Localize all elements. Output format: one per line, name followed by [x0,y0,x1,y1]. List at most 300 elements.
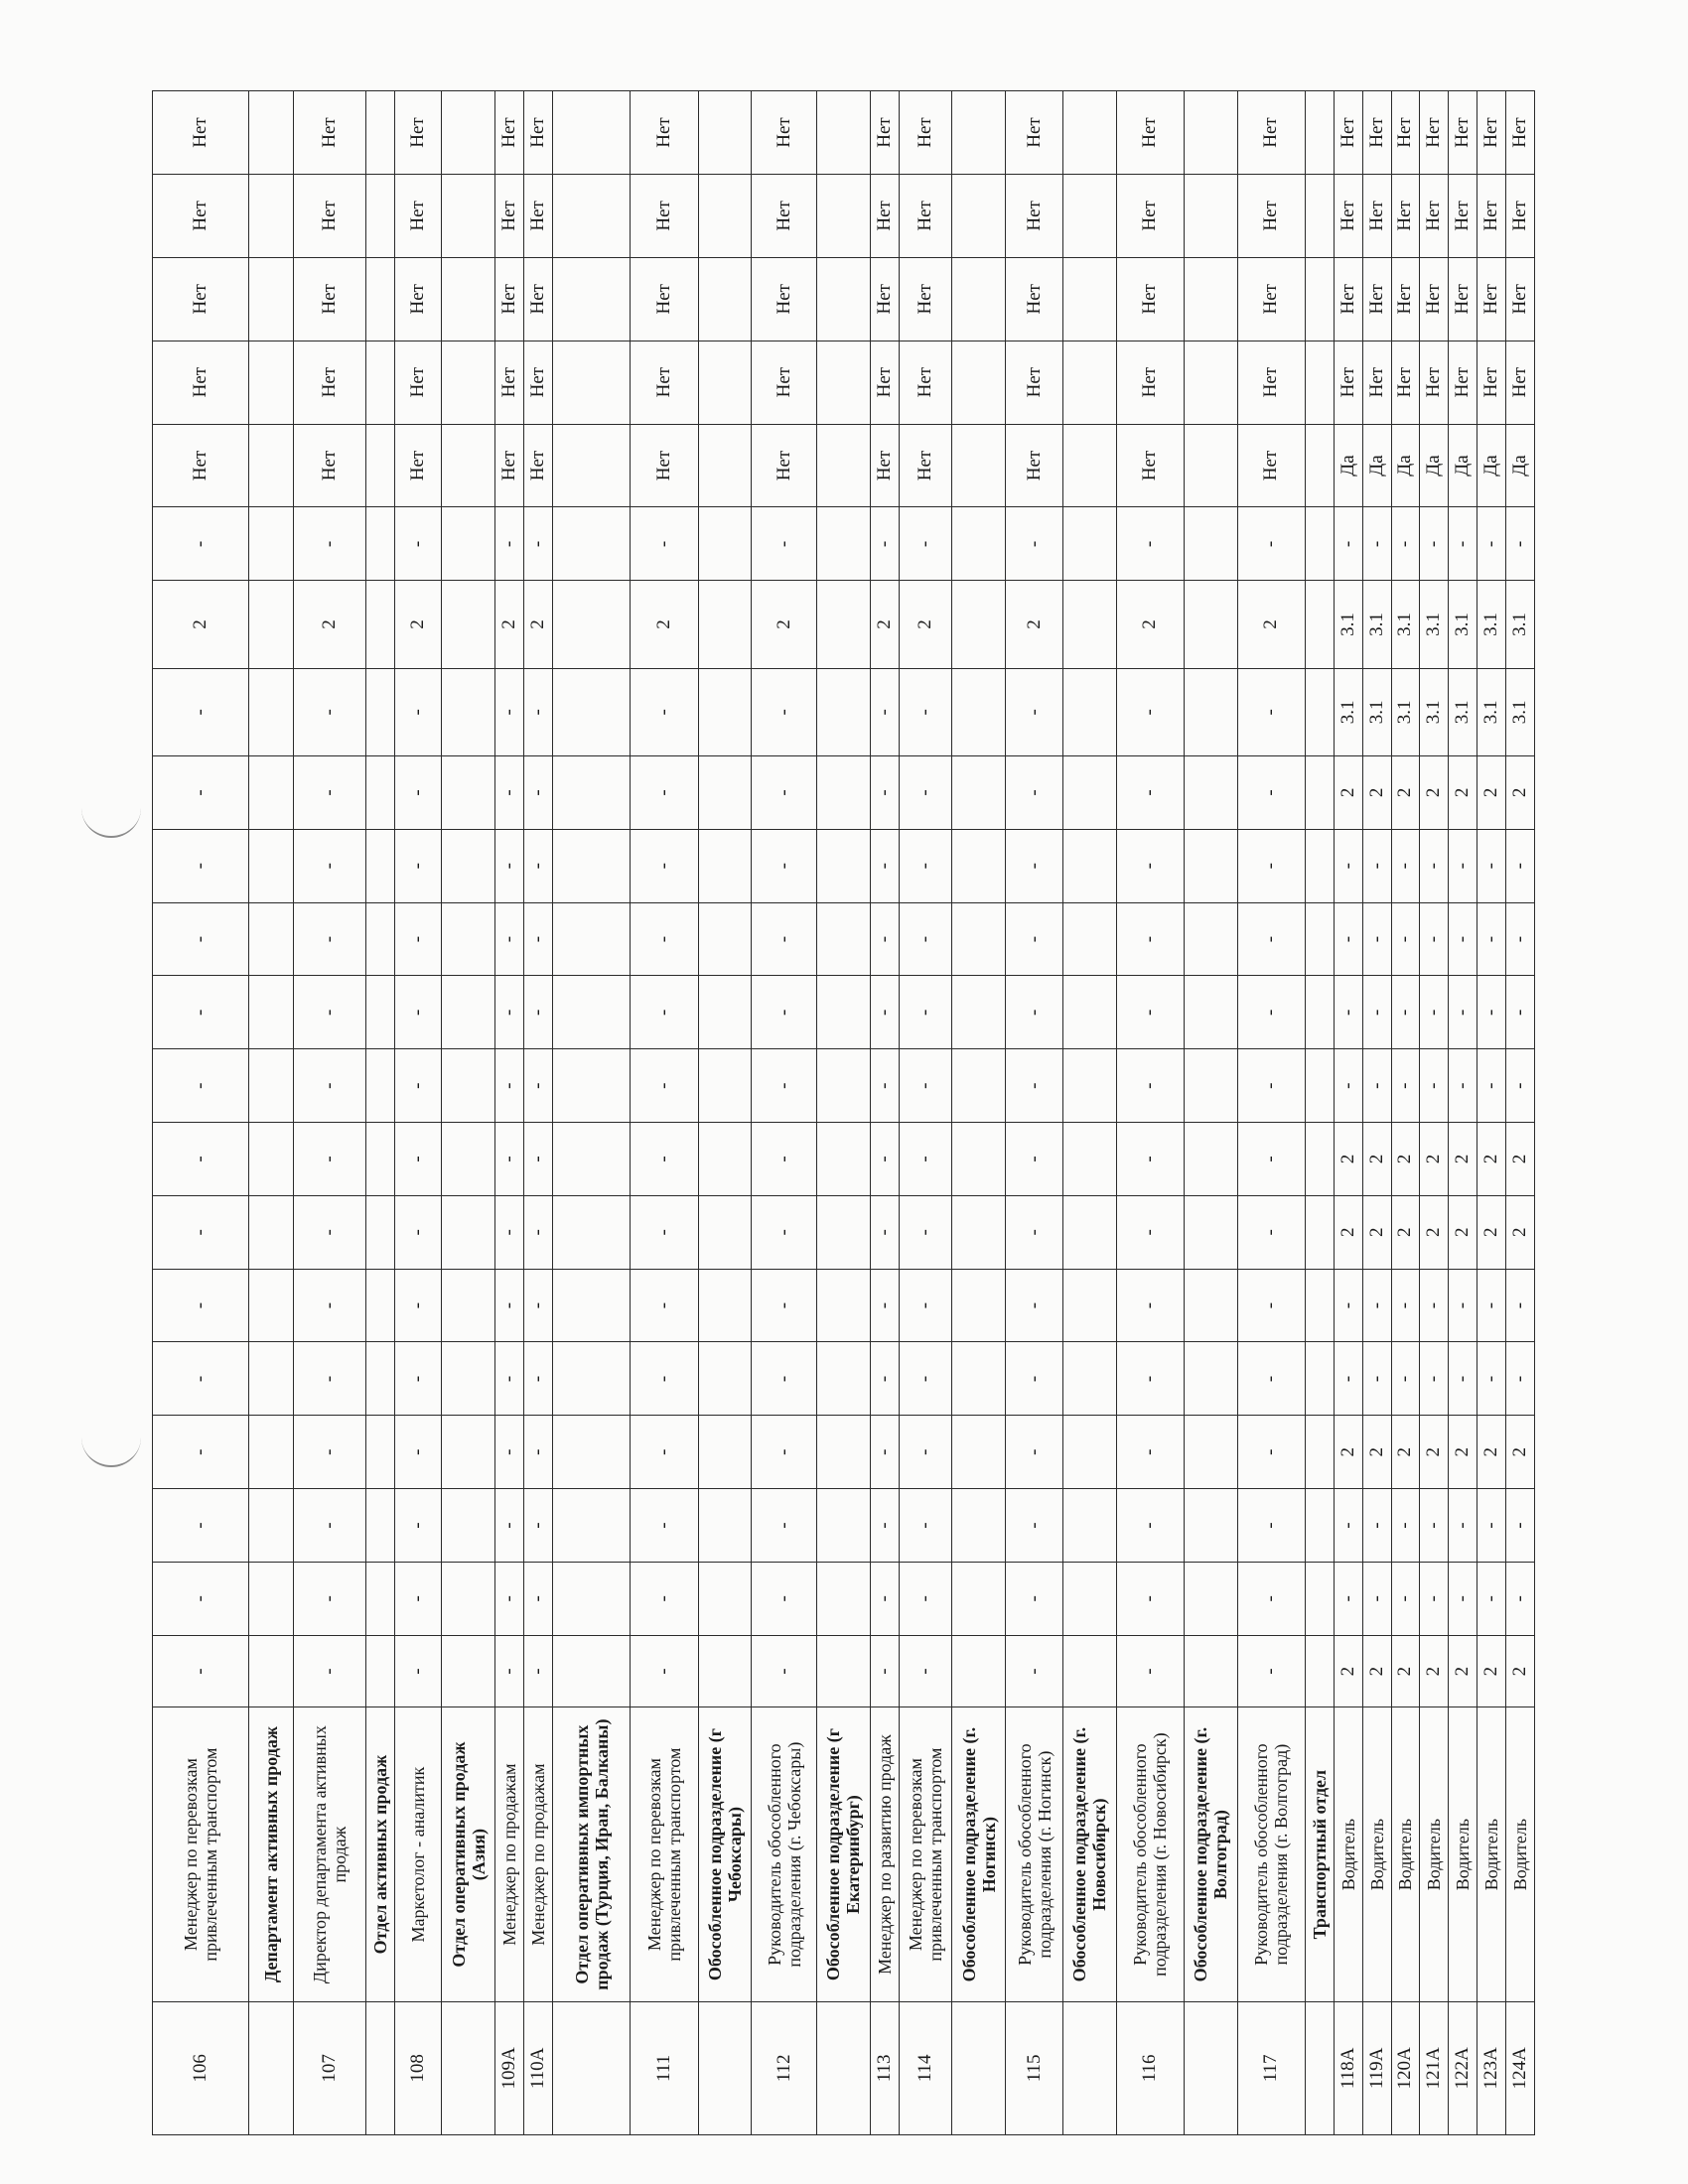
value-cell: - [899,829,952,902]
empty-cell [249,1635,294,1707]
value-cell: - [395,1562,442,1635]
empty-cell [952,91,1006,175]
value-cell: - [1006,1195,1063,1269]
value-cell: - [870,755,899,829]
value-cell: Нет [1505,341,1534,424]
value-cell: 2 [1449,755,1477,829]
value-cell: - [1006,902,1063,976]
value-cell: - [1477,902,1506,976]
value-cell: 2 [153,581,249,668]
value-cell: - [293,1269,365,1342]
value-cell: - [1362,1269,1391,1342]
value-cell: - [153,1342,249,1416]
value-cell: - [1334,1562,1362,1635]
value-cell: Нет [899,174,952,257]
punch-hole-mark [81,802,141,838]
value-cell: Нет [631,424,698,507]
value-cell: - [1362,976,1391,1049]
empty-cell [817,1562,871,1635]
value-cell: Нет [523,257,552,341]
value-cell: 2 [1362,1416,1391,1489]
value-cell: 2 [1505,1416,1534,1489]
value-cell: - [1362,829,1391,902]
value-cell: 2 [1449,1635,1477,1707]
value-cell: - [293,1489,365,1563]
empty-cell [1062,1269,1116,1342]
value-cell: - [1420,902,1449,976]
empty-cell [817,1635,871,1707]
empty-cell [1062,1123,1116,1196]
value-cell: - [1449,829,1477,902]
value-cell: - [1505,1049,1534,1123]
empty-cell [1305,1195,1334,1269]
value-cell: - [631,1123,698,1196]
value-cell: Нет [1237,174,1305,257]
value-cell: - [752,507,817,581]
empty-cell [366,424,395,507]
empty-cell [698,424,752,507]
table-row [523,91,552,2135]
value-cell: Нет [1449,341,1477,424]
value-cell: - [523,1562,552,1635]
value-cell: - [1006,1049,1063,1123]
value-cell: - [1420,1562,1449,1635]
value-cell: Нет [293,174,365,257]
empty-cell [1305,755,1334,829]
value-cell: 3.1 [1505,668,1534,755]
empty-cell [366,91,395,175]
value-cell: Нет [899,257,952,341]
value-cell: 3.1 [1449,581,1477,668]
value-cell: 2 [752,581,817,668]
value-cell: 2 [1334,1416,1362,1489]
value-cell: Нет [1391,257,1420,341]
value-cell: - [1391,1489,1420,1563]
value-cell: - [631,829,698,902]
empty-cell [552,976,631,1049]
value-cell: - [1449,902,1477,976]
table-row [395,91,442,2135]
value-cell: Нет [631,91,698,175]
value-cell: Нет [1362,341,1391,424]
value-cell: - [495,668,524,755]
empty-cell [817,755,871,829]
value-cell: - [293,668,365,755]
section-title: Обособленное подразделение (г Екатеринбург) [817,1707,871,2001]
value-cell: - [153,755,249,829]
value-cell: Нет [870,174,899,257]
value-cell: - [1420,1049,1449,1123]
value-cell: - [153,1269,249,1342]
position-name-cell: Водитель [1449,1707,1477,2001]
value-cell: - [293,755,365,829]
value-cell: Нет [1334,341,1362,424]
value-cell: - [1505,829,1534,902]
empty-cell [817,174,871,257]
value-cell: - [1420,507,1449,581]
value-cell: Нет [1391,341,1420,424]
value-cell: - [870,1269,899,1342]
empty-cell [1305,1489,1334,1563]
empty-cell [442,1269,495,1342]
value-cell: 2 [1505,1195,1534,1269]
value-cell: 3.1 [1420,581,1449,668]
empty-cell [952,902,1006,976]
row-number-cell: 108 [395,2001,442,2134]
value-cell: - [293,1416,365,1489]
value-cell: - [1116,1195,1184,1269]
value-cell: - [153,1195,249,1269]
value-cell: - [293,1635,365,1707]
value-cell: - [899,1269,952,1342]
value-cell: - [752,1342,817,1416]
empty-cell [249,1489,294,1563]
empty-cell [952,1269,1006,1342]
table-row [1006,91,1063,2135]
value-cell: - [1116,1269,1184,1342]
row-number-cell [698,2001,752,2134]
row-number-cell [366,2001,395,2134]
value-cell: - [495,1123,524,1196]
empty-cell [442,1562,495,1635]
value-cell: Нет [1237,424,1305,507]
row-number-cell: 106 [153,2001,249,2134]
value-cell: - [1505,507,1534,581]
value-cell: - [1505,976,1534,1049]
value-cell: - [1505,1562,1534,1635]
value-cell: - [1391,1049,1420,1123]
empty-cell [952,1416,1006,1489]
empty-cell [698,1489,752,1563]
section-header-row [442,91,495,2135]
empty-cell [817,424,871,507]
value-cell: - [293,976,365,1049]
empty-cell [1184,424,1237,507]
value-cell: Нет [523,424,552,507]
empty-cell [442,1195,495,1269]
empty-cell [249,902,294,976]
value-cell: Нет [293,341,365,424]
value-cell: - [1237,1416,1305,1489]
value-cell: - [1391,1342,1420,1416]
value-cell: Нет [631,257,698,341]
value-cell: 3.1 [1391,581,1420,668]
value-cell: - [752,1049,817,1123]
value-cell: - [523,1635,552,1707]
position-name-cell: Директор департамента активных продаж [293,1707,365,2001]
section-header-row [366,91,395,2135]
value-cell: - [870,1123,899,1196]
empty-cell [698,829,752,902]
value-cell: Нет [495,91,524,175]
empty-cell [1305,976,1334,1049]
row-number-cell: 115 [1006,2001,1063,2134]
value-cell: 2 [1362,1123,1391,1196]
row-number-cell: 111 [631,2001,698,2134]
empty-cell [366,507,395,581]
row-number-cell [952,2001,1006,2134]
empty-cell [698,1635,752,1707]
empty-cell [698,902,752,976]
empty-cell [952,507,1006,581]
value-cell: - [1334,902,1362,976]
empty-cell [442,341,495,424]
punch-hole-mark [81,1432,141,1467]
empty-cell [249,341,294,424]
value-cell: - [293,902,365,976]
empty-cell [442,581,495,668]
value-cell: - [395,755,442,829]
section-header-row [1305,91,1334,2135]
empty-cell [442,507,495,581]
value-cell: - [1477,976,1506,1049]
value-cell: - [1449,1489,1477,1563]
empty-cell [817,1123,871,1196]
value-cell: 2 [1334,755,1362,829]
value-cell: - [1477,1342,1506,1416]
empty-cell [1184,1489,1237,1563]
value-cell: - [1237,1635,1305,1707]
value-cell: 3.1 [1505,581,1534,668]
value-cell: - [293,507,365,581]
empty-cell [552,341,631,424]
value-cell: Нет [1505,174,1534,257]
empty-cell [1062,1635,1116,1707]
section-header-row [249,91,294,2135]
empty-cell [952,1489,1006,1563]
value-cell: Нет [153,174,249,257]
value-cell: 2 [899,581,952,668]
empty-cell [249,91,294,175]
section-title: Отдел оперативных продаж (Азия) [442,1707,495,2001]
value-cell: - [395,1269,442,1342]
empty-cell [366,1342,395,1416]
value-cell: Нет [1237,257,1305,341]
empty-cell [552,829,631,902]
value-cell: - [153,507,249,581]
value-cell: Нет [870,341,899,424]
value-cell: - [631,1342,698,1416]
empty-cell [366,755,395,829]
position-name-cell: Водитель [1362,1707,1391,2001]
empty-cell [1305,1123,1334,1196]
value-cell: - [1116,902,1184,976]
value-cell: Нет [1391,174,1420,257]
value-cell: Нет [1477,91,1506,175]
empty-cell [698,174,752,257]
table-row [1420,91,1449,2135]
value-cell: Нет [752,91,817,175]
empty-cell [1184,755,1237,829]
empty-cell [249,1562,294,1635]
value-cell: - [495,976,524,1049]
empty-cell [442,1489,495,1563]
value-cell: Нет [1477,341,1506,424]
value-cell: 2 [1477,1416,1506,1489]
empty-cell [1062,257,1116,341]
value-cell: - [1116,1489,1184,1563]
section-title: Департамент активных продаж [249,1707,294,2001]
value-cell: - [1420,1342,1449,1416]
value-cell: - [1505,1269,1534,1342]
value-cell: 2 [1477,1123,1506,1196]
value-cell: - [1362,1489,1391,1563]
value-cell: Нет [1420,91,1449,175]
value-cell: Нет [523,341,552,424]
value-cell: 2 [1420,1416,1449,1489]
empty-cell [442,755,495,829]
value-cell: - [523,668,552,755]
value-cell: Да [1334,424,1362,507]
value-cell: - [395,1049,442,1123]
empty-cell [1184,1342,1237,1416]
value-cell: Нет [1477,174,1506,257]
value-cell: - [752,1123,817,1196]
value-cell: - [395,1123,442,1196]
row-number-cell: 118А [1334,2001,1362,2134]
empty-cell [249,424,294,507]
value-cell: - [1006,755,1063,829]
empty-cell [1184,976,1237,1049]
value-cell: - [153,829,249,902]
value-cell: Нет [1116,257,1184,341]
empty-cell [952,668,1006,755]
empty-cell [552,1195,631,1269]
empty-cell [698,257,752,341]
empty-cell [952,1562,1006,1635]
empty-cell [442,1123,495,1196]
value-cell: Нет [1362,174,1391,257]
empty-cell [817,668,871,755]
value-cell: - [899,1342,952,1416]
value-cell: - [1420,976,1449,1049]
table-row [1334,91,1362,2135]
value-cell: Нет [631,174,698,257]
value-cell: - [631,976,698,1049]
empty-cell [552,1416,631,1489]
sout-results-table [152,90,1535,2135]
value-cell: - [1237,1195,1305,1269]
empty-cell [366,341,395,424]
value-cell: - [1420,1489,1449,1563]
position-name-cell: Водитель [1505,1707,1534,2001]
value-cell: - [1006,976,1063,1049]
value-cell: - [752,755,817,829]
empty-cell [1062,668,1116,755]
empty-cell [1305,1049,1334,1123]
value-cell: - [1006,1342,1063,1416]
value-cell: - [1420,829,1449,902]
empty-cell [249,1049,294,1123]
empty-cell [552,424,631,507]
table-row [153,91,249,2135]
empty-cell [1062,1049,1116,1123]
empty-cell [1184,507,1237,581]
empty-cell [817,1195,871,1269]
value-cell: - [495,1416,524,1489]
empty-cell [952,341,1006,424]
empty-cell [1062,341,1116,424]
value-cell: - [1237,1489,1305,1563]
empty-cell [817,902,871,976]
empty-cell [1184,1635,1237,1707]
empty-cell [1305,1635,1334,1707]
empty-cell [442,1342,495,1416]
empty-cell [698,1195,752,1269]
value-cell: - [1006,668,1063,755]
value-cell: - [1006,1562,1063,1635]
section-title: Обособленное подразделение (г. Новосибирск) [1062,1707,1116,2001]
value-cell: - [899,1195,952,1269]
row-number-cell [552,2001,631,2134]
value-cell: - [1362,902,1391,976]
row-number-cell: 121А [1420,2001,1449,2134]
empty-cell [249,1195,294,1269]
empty-cell [1184,91,1237,175]
value-cell: - [1006,1269,1063,1342]
value-cell: 2 [1449,1195,1477,1269]
table-row [1391,91,1420,2135]
row-number-cell: 116 [1116,2001,1184,2134]
empty-cell [552,902,631,976]
empty-cell [1062,507,1116,581]
empty-cell [1184,1416,1237,1489]
position-name-cell: Водитель [1477,1707,1506,2001]
row-number-cell: 124А [1505,2001,1534,2134]
empty-cell [817,257,871,341]
value-cell: - [752,976,817,1049]
value-cell: Нет [752,257,817,341]
value-cell: Нет [395,91,442,175]
value-cell: - [870,1195,899,1269]
value-cell: Нет [1334,174,1362,257]
value-cell: - [899,507,952,581]
empty-cell [442,91,495,175]
section-header-row [952,91,1006,2135]
value-cell: - [1116,755,1184,829]
value-cell: 2 [1477,1635,1506,1707]
empty-cell [1305,91,1334,175]
row-number-cell: 114 [899,2001,952,2134]
empty-cell [249,976,294,1049]
empty-cell [552,1123,631,1196]
empty-cell [1062,976,1116,1049]
position-name-cell: Менеджер по развитию продаж [870,1707,899,2001]
value-cell: - [1477,1489,1506,1563]
empty-cell [442,174,495,257]
empty-cell [442,976,495,1049]
value-cell: Нет [495,424,524,507]
value-cell: - [870,1049,899,1123]
empty-cell [366,581,395,668]
value-cell: - [523,1342,552,1416]
value-cell: - [523,1416,552,1489]
table-row [293,91,365,2135]
row-number-cell: 112 [752,2001,817,2134]
empty-cell [249,581,294,668]
section-title: Обособленное подразделение (г Чебоксары) [698,1707,752,2001]
value-cell: - [1006,1635,1063,1707]
table-row [1505,91,1534,2135]
empty-cell [1184,581,1237,668]
empty-cell [817,1269,871,1342]
value-cell: - [1006,507,1063,581]
value-cell: - [752,1562,817,1635]
value-cell: - [495,755,524,829]
empty-cell [366,257,395,341]
value-cell: - [631,507,698,581]
value-cell: - [1362,1049,1391,1123]
